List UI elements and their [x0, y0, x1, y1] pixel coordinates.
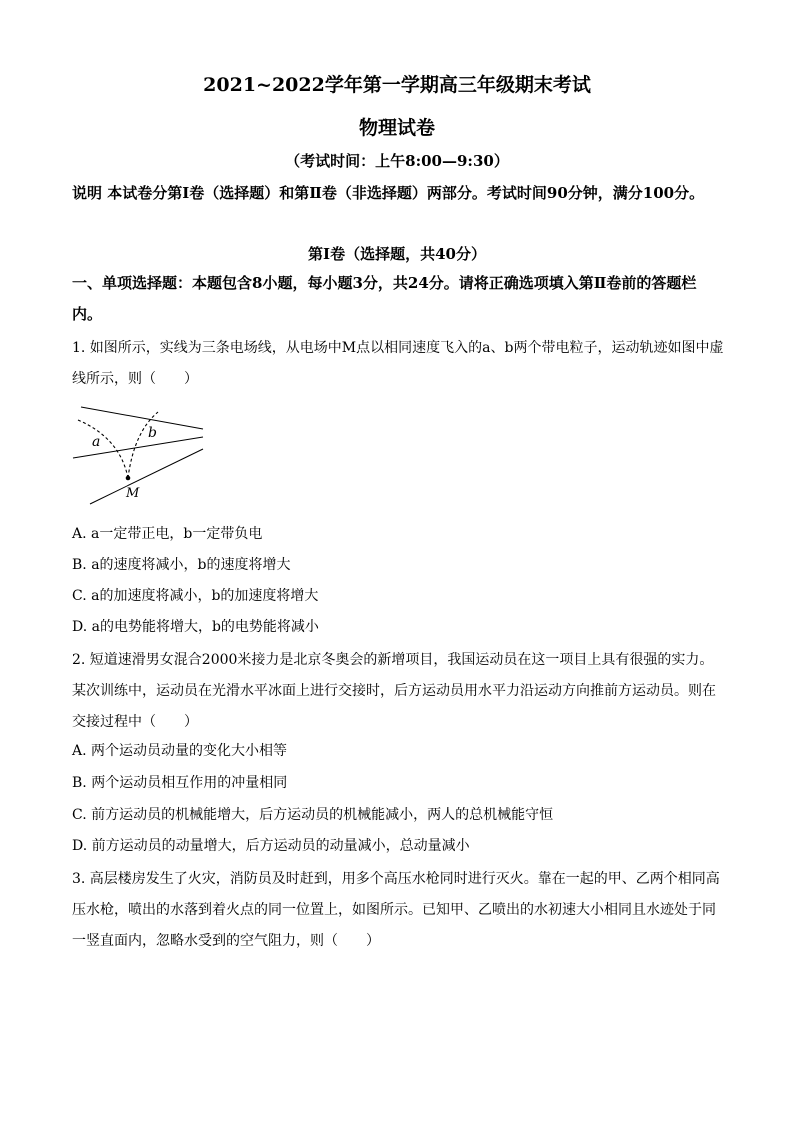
exam-subject: 物理试卷	[358, 117, 435, 139]
question-2-option-c: C. 前方运动员的机械能增大，后方运动员的机械能减小，两人的总机械能守恒	[72, 807, 554, 823]
question-2-option-a: A. 两个运动员动量的变化大小相等	[72, 743, 288, 759]
question-1-stem: 1. 如图所示，实线为三条电场线，从电场中M点以相同速度飞入的a、b两个带电粒子，运动轨迹如图中虚线所示，则（ ）	[72, 340, 724, 387]
question-1-option-a: A. a一定带正电，b一定带负电	[72, 526, 263, 542]
point-M	[126, 476, 131, 481]
exam-note: 说明 本试卷分第Ⅰ卷（选择题）和第Ⅱ卷（非选择题）两部分。考试时间90分钟，满分100分。	[72, 184, 705, 202]
question-1-option-d: D. a的电势能将增大，b的电势能将减小	[72, 619, 319, 635]
label-M: M	[126, 486, 140, 501]
field-line-top	[81, 407, 203, 429]
label-a: a	[92, 434, 101, 450]
part1-heading: 第Ⅰ卷（选择题，共40分）	[308, 245, 486, 263]
exam-time: （考试时间：上午8:00—9:30）	[285, 152, 509, 170]
field-line-bottom	[90, 449, 203, 504]
electric-field-figure	[68, 398, 208, 508]
question-2-option-b: B. 两个运动员相互作用的冲量相同	[72, 775, 288, 791]
label-b: b	[148, 425, 157, 441]
question-3-stem: 3. 高层楼房发生了火灾，消防员及时赶到，用多个高压水枪同时进行灭火。靠在一起的甲、乙两个相同高压水枪，喷出的水落到着火点的同一位置上，如图所示。已知甲、乙喷出的水初速大小相同且水迹处于同一竖直面内，忽略水受到的空气阻力，则（ ）	[72, 871, 720, 949]
question-1-option-c: C. a的加速度将减小，b的加速度将增大	[72, 588, 319, 604]
question-2-stem: 2. 短道速滑男女混合2000米接力是北京冬奥会的新增项目，我国运动员在这一项目上具有很强的实力。某次训练中，运动员在光滑水平冰面上进行交接时，后方运动员用水平力沿运动方向推前方运动员。则在交接过程中（ ）	[72, 652, 716, 730]
question-2-option-d: D. 前方运动员的动量增大，后方运动员的动量减小，总动量减小	[72, 838, 470, 854]
section-instructions: 一、单项选择题：本题包含8小题，每小题3分，共24分。请将正确选项填入第Ⅱ卷前的答题栏内。	[72, 274, 697, 323]
exam-title: 2021~2022学年第一学期高三年级期末考试	[203, 74, 591, 96]
trajectory-a	[78, 420, 128, 478]
question-1-option-b: B. a的速度将减小，b的速度将增大	[72, 557, 291, 573]
